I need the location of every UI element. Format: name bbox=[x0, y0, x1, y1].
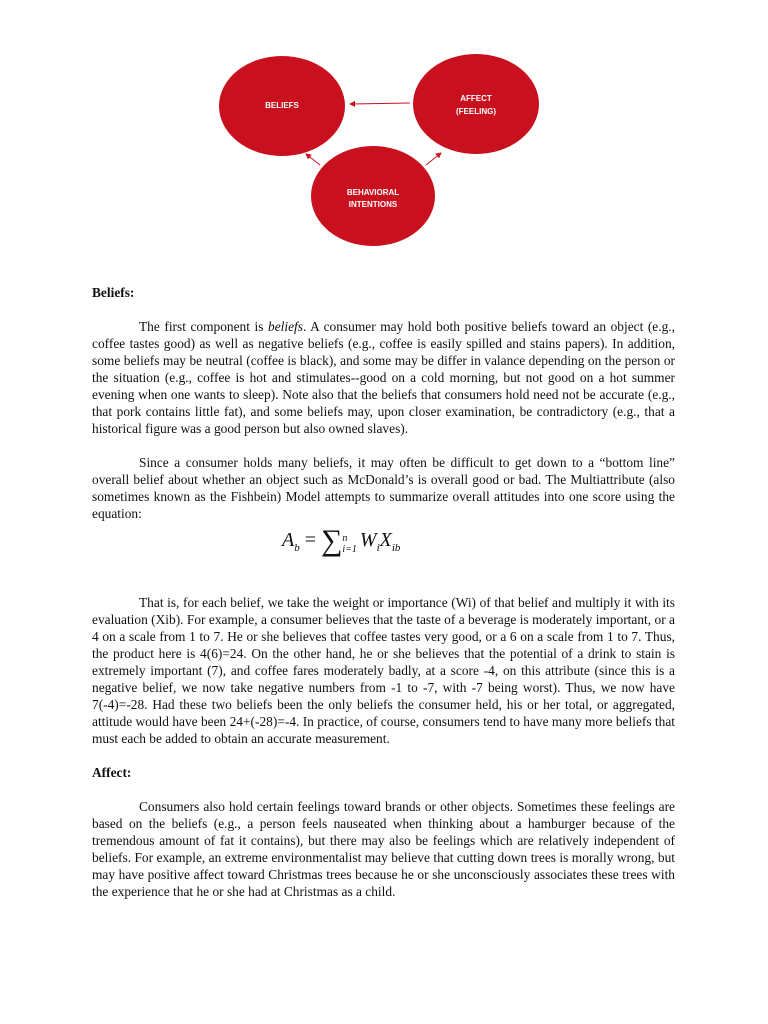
equation-x: X bbox=[379, 529, 392, 551]
affect-paragraph-1: Consumers also hold certain feelings toward brands or other objects. Sometimes these feelings are based on the beliefs (e.g., a person feels nauseated when thinking about a hamburger because of the tremendous amount of fat it contains), but there may also be feelings which are relatively independent of beliefs. For example, an extreme environmentalist may believe that cutting down trees is morally wrong, but may have positive affect toward Christmas trees because he or she unconsciously associates these trees with the experience that he or she had at Christmas as a child. bbox=[92, 799, 675, 899]
behavioral-label-line1: BEHAVIORAL bbox=[346, 188, 400, 197]
equation-lhs-sub: b bbox=[294, 542, 300, 554]
equation-lower-limit: i=1 bbox=[342, 544, 357, 555]
affect-circle bbox=[413, 54, 539, 154]
equation-upper-limit: n bbox=[342, 533, 348, 544]
equation-sum-symbol: ∑ bbox=[321, 524, 343, 557]
affect-heading: Affect: bbox=[92, 765, 132, 780]
equation-equals: = bbox=[304, 529, 316, 551]
arrow-affect-to-beliefs bbox=[350, 103, 410, 104]
arrow-behavioral-to-affect bbox=[426, 153, 441, 165]
equation-w-sub: i bbox=[376, 542, 380, 554]
affect-label-line1: AFFECT bbox=[460, 94, 492, 103]
beliefs-paragraph-2: Since a consumer holds many beliefs, it may often be difficult to get down to a “bottom line” overall belief about whether an object such as McDonald’s is overall good or bad. The Multiattribute (also sometimes known as the Fishbein) Model attempts to summarize overall attitudes into one score using the equation: bbox=[92, 455, 675, 521]
beliefs-p1-intro: The first component is bbox=[139, 319, 268, 334]
behavioral-label-line2: INTENTIONS bbox=[348, 200, 398, 209]
fishbein-equation bbox=[92, 522, 675, 594]
equation-x-sub: ib bbox=[391, 542, 401, 554]
beliefs-heading: Beliefs: bbox=[92, 285, 135, 300]
beliefs-p1-rest: . A consumer may hold both positive beliefs toward an object (e.g., coffee tastes good) as well as negative beliefs (e.g., coffee is easily spilled and stains papers). In addition, some beliefs may be neutral (coffee is black), and some may be differ in valance depending on the person or the situation (e.g., coffee is hot and stimulates--good on a cold morning, but not good on a hot summer evening when one wants to sleep). Note also that the beliefs that consumers hold need not be accurate (e.g., that pork contains little fat), and some beliefs may, upon closer examination, be contradictory (e.g., that a historical figure was a good person but also owned slaves). bbox=[92, 319, 675, 436]
equation-lhs: A bbox=[282, 529, 295, 551]
document-body bbox=[92, 284, 675, 900]
equation-w: W bbox=[359, 529, 377, 551]
arrow-behavioral-to-beliefs bbox=[306, 154, 320, 165]
abc-attitude-diagram bbox=[0, 0, 768, 280]
affect-label-line2: (FEELING) bbox=[456, 107, 496, 116]
beliefs-paragraph-3: That is, for each belief, we take the weight or importance (Wi) of that belief and multiply it with its evaluation (Xib). For example, a consumer believes that the taste of a beverage is moderately important, or a 4 on a scale from 1 to 7. He or she believes that coffee tastes very good, or a 6 on a scale from 1 to 7. Thus, the product here is 4(6)=24. On the other hand, he or she believes that the potential of a drink to stain is extremely important (7), and coffee fares moderately badly, at a score -4, on this attribute (since this is a negative belief, we now take negative numbers from -1 to -7, with -7 being worst). Thus, we now have 7(-4)=-28. Had these two beliefs been the only beliefs the consumer held, his or her total, or aggregated, attitude would have been 24+(-28)=-4. In practice, of course, consumers tend to have many more beliefs that must each be added to obtain an accurate measurement. bbox=[92, 595, 675, 746]
beliefs-label: BELIEFS bbox=[265, 101, 299, 110]
beliefs-paragraph-1 bbox=[92, 318, 675, 437]
beliefs-term: beliefs bbox=[268, 319, 303, 334]
